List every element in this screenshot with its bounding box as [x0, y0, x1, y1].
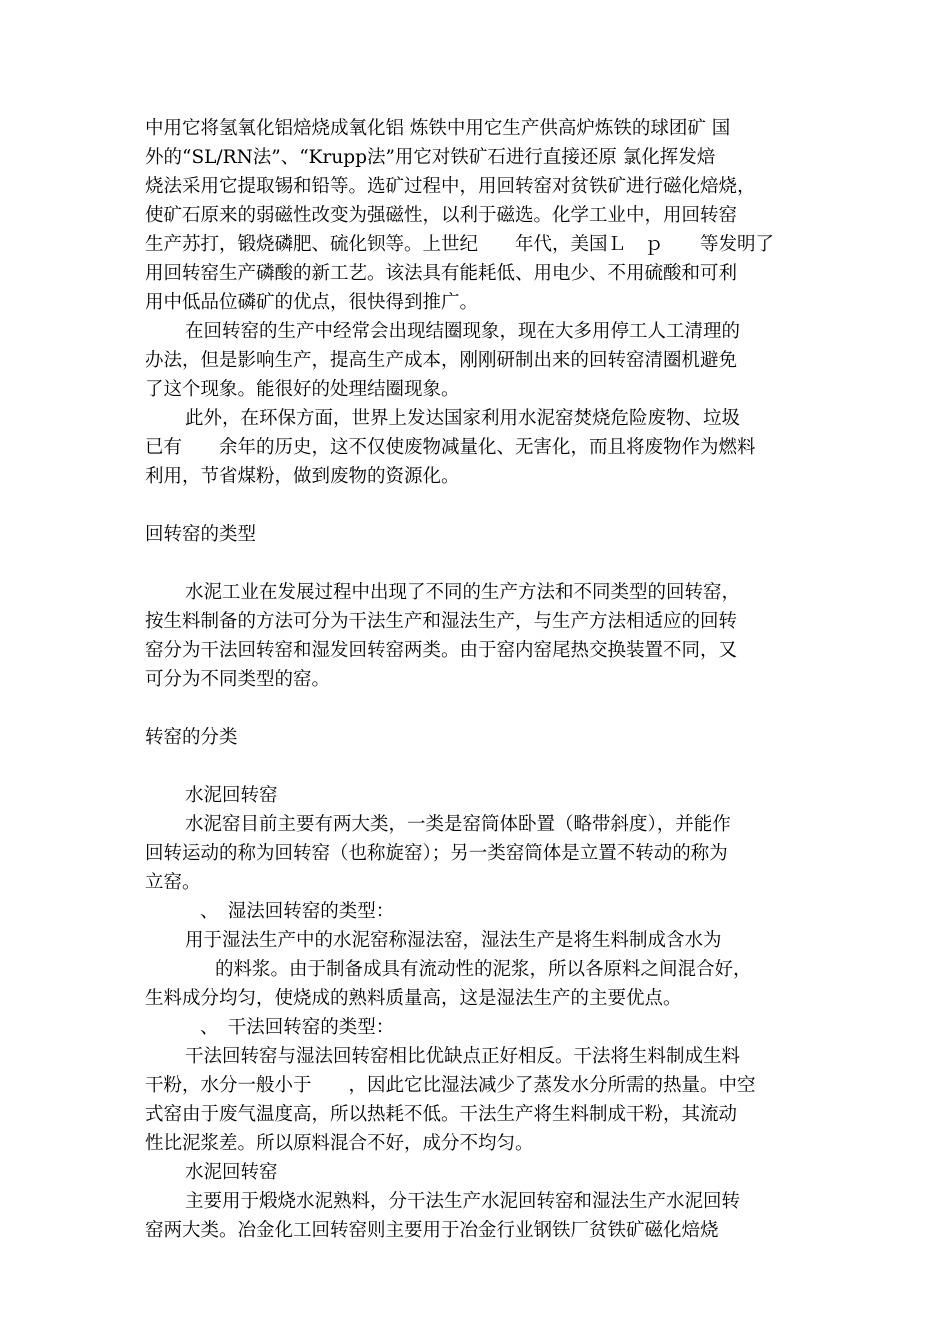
text-line: 此外，在环保方面，世界上发达国家利用水泥窑焚烧危险废物、垃圾: [185, 408, 741, 429]
spacer: [145, 752, 805, 781]
text-line: 主要用于煅烧水泥熟料，分干法生产水泥回转窑和湿法生产水泥回转: [185, 1191, 741, 1212]
text-line: 利用，节省煤粉，做到废物的资源化。: [145, 466, 460, 487]
section-heading: 回转窑的类型: [145, 524, 257, 545]
paragraph: [145, 404, 805, 491]
spacer: [145, 549, 805, 578]
text-line: 用回转窑生产磷酸的新工艺。该法具有能耗低、用电少、不用硫酸和可利: [145, 263, 738, 284]
text-line: 办法，但是影响生产，提高生产成本，刚刚研制出来的回转窑清圈机避免: [145, 350, 738, 371]
text-line: 生料成分均匀，使烧成的熟料质量高，这是湿法生产的主要优点。: [145, 988, 682, 1009]
paragraph: [145, 1187, 805, 1245]
document-body: [145, 114, 805, 1245]
text-line: 回转运动的称为回转窑（也称旋窑）；另一类窑筒体是立置不转动的称为: [145, 843, 728, 864]
paragraph: [145, 317, 805, 404]
paragraph: [145, 1042, 805, 1158]
text-line: 在回转窑的生产中经常会出现结圈现象，现在大多用停工人工清理的: [185, 321, 741, 342]
text-line: 中用它将氢氧化铝焙烧成氧化铝 炼铁中用它生产供高炉炼铁的球团矿 国: [145, 118, 731, 139]
text-line: 可分为不同类型的窑。: [145, 669, 331, 690]
text-line: 窑两大类。冶金化工回转窑则主要用于冶金行业钢铁厂贫铁矿磁化焙烧: [145, 1220, 719, 1241]
text-line: 立窑。: [145, 872, 201, 893]
spacer: [145, 694, 805, 723]
paragraph: [145, 926, 805, 1013]
text-line: 干法回转窑与湿法回转窑相比优缺点正好相反。干法将生料制成生料: [185, 1046, 741, 1067]
list-item-heading: 、 干法回转窑的类型：: [200, 1017, 395, 1038]
text-line: 按生料制备的方法可分为干法生产和湿法生产，与生产方法相适应的回转: [145, 611, 738, 632]
text-line: 水泥窑目前主要有两大类，一类是窑筒体卧置（略带斜度），并能作: [185, 814, 731, 835]
spacer: [145, 491, 805, 520]
subsection-heading: 水泥回转窑: [185, 1162, 278, 1183]
paragraph: [145, 810, 805, 897]
text-line: 式窑由于废气温度高，所以热耗不低。干法生产将生料制成干粉，其流动: [145, 1104, 738, 1125]
paragraph: [145, 114, 805, 317]
text-line: 烧法采用它提取锡和铅等。选矿过程中，用回转窑对贫铁矿进行磁化焙烧，: [145, 176, 756, 197]
text-line: 窑分为干法回转窑和湿发回转窑两类。由于窑内窑尾热交换装置不同，又: [145, 640, 738, 661]
text-line: 用于湿法生产中的水泥窑称湿法窑，湿法生产是将生料制成含水为: [185, 930, 722, 951]
section-heading: 转窑的分类: [145, 727, 238, 748]
list-item-heading: 、 湿法回转窑的类型：: [200, 901, 395, 922]
text-line: 性比泥浆差。所以原料混合不好，成分不均匀。: [145, 1133, 534, 1154]
text-line: 外的“SL/RN法”、“Krupp法”用它对铁矿石进行直接还原 氯化挥发焙: [145, 147, 716, 168]
text-line: 生产苏打，锻烧磷肥、硫化钡等。上世纪 年代，美国Ｌ ｐ 等发明了: [145, 234, 775, 255]
text-line: 使矿石原来的弱磁性改变为强磁性，以利于磁选。化学工业中，用回转窑: [145, 205, 738, 226]
text-line: 水泥工业在发展过程中出现了不同的生产方法和不同类型的回转窑，: [185, 582, 741, 603]
text-line: 干粉，水分一般小于 ，因此它比湿法减少了蒸发水分所需的热量。中空: [145, 1075, 756, 1096]
text-line: 了这个现象。能很好的处理结圈现象。: [145, 379, 460, 400]
paragraph: [145, 578, 805, 694]
text-line: 已有 余年的历史，这不仅使废物减量化、无害化，而且将废物作为燃料: [145, 437, 756, 458]
text-line: 的料浆。由于制备成具有流动性的泥浆，所以各原料之间混合好，: [215, 959, 752, 980]
text-line: 用中低品位磷矿的优点，很快得到推广。: [145, 292, 479, 313]
subsection-heading: 水泥回转窑: [185, 785, 278, 806]
